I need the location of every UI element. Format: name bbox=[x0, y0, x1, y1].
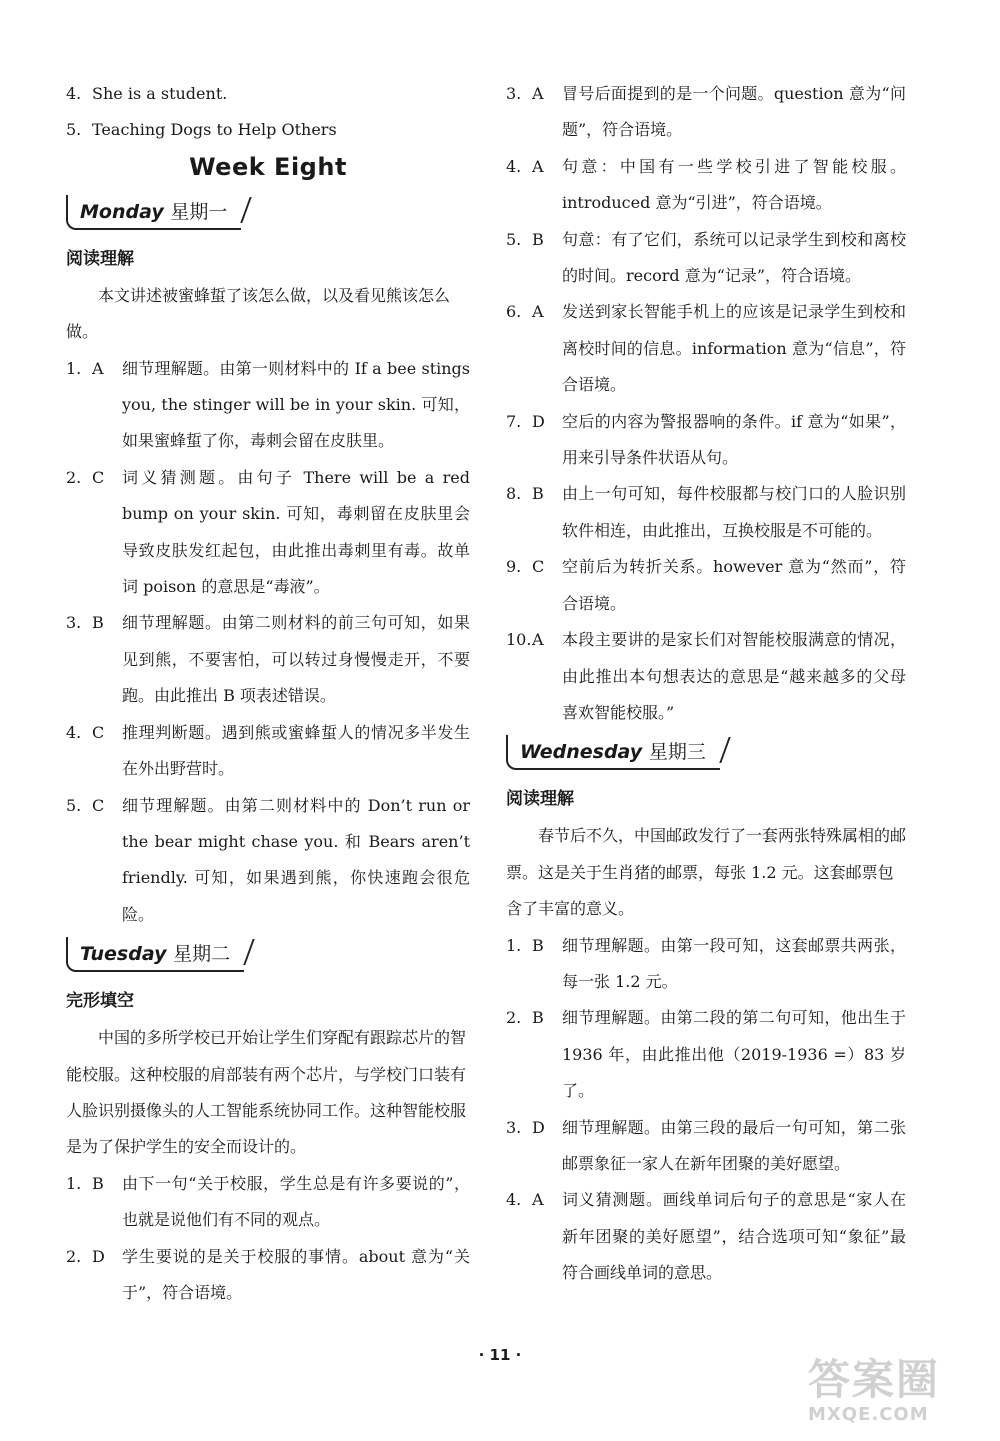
item-number: 1. bbox=[66, 358, 82, 378]
intro-paragraph: 本文讲述被蜜蜂蜇了该怎么做，以及看见熊该怎么做。 bbox=[66, 285, 451, 342]
item-text: Teaching Dogs to Help Others bbox=[92, 120, 337, 140]
item-text: 词义猜测题。画线单词后句子的意思是“家人在新年团聚的美好愿望”，结合选项可知“象征”最符合画线单词的意思。 bbox=[562, 1190, 906, 1283]
item-number: 9. bbox=[506, 557, 522, 577]
item-number: 1. bbox=[506, 935, 522, 955]
answer-item bbox=[506, 1000, 906, 1109]
answer-item bbox=[506, 76, 906, 149]
answer-item bbox=[66, 1239, 470, 1312]
answer-item bbox=[506, 622, 906, 731]
item-number: 3. bbox=[66, 613, 82, 633]
item-answer: D bbox=[532, 1117, 545, 1137]
day-chinese: 星期三 bbox=[648, 741, 706, 764]
day-chinese: 星期一 bbox=[170, 200, 228, 223]
section-heading: 完形填空 bbox=[66, 991, 134, 1012]
item-text: 由上一句可知，每件校服都与校门口的人脸识别软件相连，由此推出，互换校服是不可能的。 bbox=[562, 484, 906, 540]
item-number: 10. bbox=[506, 630, 532, 650]
item-answer: A bbox=[532, 156, 544, 176]
left-column bbox=[66, 76, 470, 1311]
answer-item bbox=[66, 351, 470, 460]
item-text: 空前后为转折关系。however 意为“然而”，符合语境。 bbox=[562, 557, 906, 613]
answer-item bbox=[506, 476, 906, 549]
item-answer: C bbox=[92, 722, 105, 742]
answer-item bbox=[506, 1110, 906, 1183]
item-answer: A bbox=[92, 358, 104, 378]
item-answer: A bbox=[532, 302, 544, 322]
answer-item bbox=[506, 549, 906, 622]
item-text: 学生要说的是关于校服的事情。about 意为“关于”，符合语境。 bbox=[122, 1246, 470, 1302]
item-answer: C bbox=[92, 467, 105, 487]
watermark-url: MXQE.COM bbox=[808, 1404, 929, 1425]
answer-item bbox=[506, 149, 906, 222]
item-number: 6. bbox=[506, 302, 522, 322]
item-text: 词义猜测题。由句子 There will be a red bump on your skin. 可知，毒刺留在皮肤里会导致皮肤发红起包，由此推出毒刺里有毒。故单词 poison 的意思是“毒液”。 bbox=[122, 467, 470, 597]
item-answer: B bbox=[92, 1173, 104, 1193]
day-heading-monday bbox=[66, 195, 241, 230]
item-answer: D bbox=[532, 411, 545, 431]
item-text: 由下一句“关于校服，学生总是有许多要说的”，也就是说他们有不同的观点。 bbox=[122, 1173, 470, 1230]
day-english: Wednesday bbox=[520, 741, 643, 764]
day-chinese: 星期二 bbox=[173, 943, 231, 966]
day-english: Monday bbox=[80, 200, 164, 223]
item-text: 本段主要讲的是家长们对智能校服满意的情况，由此推出本句想表达的意思是“越来越多的父母喜欢智能校服。” bbox=[562, 630, 906, 722]
week-title: Week Eight bbox=[189, 152, 347, 181]
item-text: 空后的内容为警报器响的条件。if 意为“如果”，用来引导条件状语从句。 bbox=[562, 411, 906, 468]
item-answer: A bbox=[532, 84, 544, 103]
answer-item bbox=[506, 294, 906, 403]
item-answer: B bbox=[532, 229, 544, 249]
intro-paragraph: 中国的多所学校已开始让学生们穿配有跟踪芯片的智能校服。这种校服的肩部装有两个芯片，与学校门口装有人脸识别摄像头的人工智能系统协同工作。这种智能校服是为了保护学生的安全而设计的。 bbox=[66, 1028, 467, 1157]
answer-item bbox=[506, 222, 906, 295]
item-answer: A bbox=[532, 630, 544, 650]
list-item bbox=[66, 76, 470, 112]
item-answer: B bbox=[532, 935, 544, 955]
section-heading: 阅读理解 bbox=[506, 789, 574, 810]
item-text: 冒号后面提到的是一个问题。question 意为“问题”，符合语境。 bbox=[562, 84, 906, 140]
answer-item bbox=[66, 605, 470, 714]
item-text: 细节理解题。由第二则材料的前三句可知，如果见到熊，不要害怕，可以转过身慢慢走开，不要跑。由此推出 B 项表述错误。 bbox=[122, 613, 470, 706]
item-number: 4. bbox=[506, 156, 522, 176]
item-text: 细节理解题。由第三段的最后一句可知，第二张邮票象征一家人在新年团聚的美好愿望。 bbox=[562, 1117, 906, 1173]
day-english: Tuesday bbox=[80, 943, 167, 966]
day-heading-wednesday bbox=[506, 735, 720, 770]
item-number: 8. bbox=[506, 484, 522, 504]
item-number: 4. bbox=[66, 722, 82, 742]
item-answer: A bbox=[532, 1190, 544, 1210]
item-number: 2. bbox=[66, 1246, 82, 1266]
item-text: 句意：有了它们，系统可以记录学生到校和离校的时间。record 意为“记录”，符合语境。 bbox=[562, 229, 906, 286]
watermark-text: 答案圈 bbox=[808, 1355, 941, 1404]
item-text: 发送到家长智能手机上的应该是记录学生到校和离校时间的信息。information 意为“信息”，符合语境。 bbox=[562, 302, 906, 395]
item-answer: C bbox=[92, 795, 105, 815]
item-number: 3. bbox=[506, 1117, 522, 1137]
answer-item bbox=[66, 1166, 470, 1239]
item-number: 2. bbox=[506, 1008, 522, 1028]
answer-item bbox=[66, 788, 470, 934]
item-answer: B bbox=[532, 1008, 544, 1028]
item-text: 细节理解题。由第二则材料中的 Don’t run or the bear might chase you. 和 Bears aren’t friendly. 可知，如果遇到熊，你快速跑会很危险。 bbox=[122, 795, 470, 924]
answer-item bbox=[66, 715, 470, 788]
page-number: · 11 · bbox=[478, 1346, 522, 1364]
answer-item bbox=[66, 460, 470, 606]
item-answer: D bbox=[92, 1246, 105, 1266]
item-number: 1. bbox=[66, 1173, 82, 1193]
item-answer: C bbox=[532, 557, 545, 577]
item-number: 2. bbox=[66, 467, 82, 487]
item-text: 句意：中国有一些学校引进了智能校服。introduced 意为“引进”，符合语境。 bbox=[562, 156, 906, 213]
item-text: 细节理解题。由第一则材料中的 If a bee stings you, the stinger will be in your skin. 可知，如果蜜蜂蜇了你，毒刺会留在皮肤里。 bbox=[122, 358, 470, 451]
section-heading: 阅读理解 bbox=[66, 248, 134, 269]
right-column bbox=[506, 76, 906, 1292]
watermark-logo bbox=[808, 1356, 988, 1436]
day-heading-tuesday bbox=[66, 937, 244, 972]
answer-item bbox=[506, 404, 906, 477]
item-text: 细节理解题。由第一段可知，这套邮票共两张，每一张 1.2 元。 bbox=[562, 935, 906, 991]
item-number: 7. bbox=[506, 411, 522, 431]
item-number: 5. bbox=[506, 229, 522, 249]
item-answer: B bbox=[532, 484, 544, 504]
item-answer: B bbox=[92, 613, 104, 633]
item-text: She is a student. bbox=[92, 84, 228, 103]
answer-item bbox=[506, 1182, 906, 1291]
list-item bbox=[66, 112, 470, 148]
answer-item bbox=[506, 928, 906, 1001]
item-number: 5. bbox=[66, 795, 82, 815]
item-number: 3. bbox=[506, 84, 522, 103]
item-number: 5. bbox=[66, 120, 82, 140]
intro-paragraph: 春节后不久，中国邮政发行了一套两张特殊属相的邮票。这是关于生肖猪的邮票，每张 1.2 元。这套邮票包含了丰富的意义。 bbox=[506, 826, 907, 919]
item-text: 推理判断题。遇到熊或蜜蜂蜇人的情况多半发生在外出野营时。 bbox=[122, 722, 470, 779]
item-number: 4. bbox=[66, 84, 82, 103]
item-number: 4. bbox=[506, 1190, 522, 1210]
item-text: 细节理解题。由第二段的第二句可知，他出生于 1936 年，由此推出他（2019-1936 =）83 岁了。 bbox=[562, 1008, 906, 1101]
